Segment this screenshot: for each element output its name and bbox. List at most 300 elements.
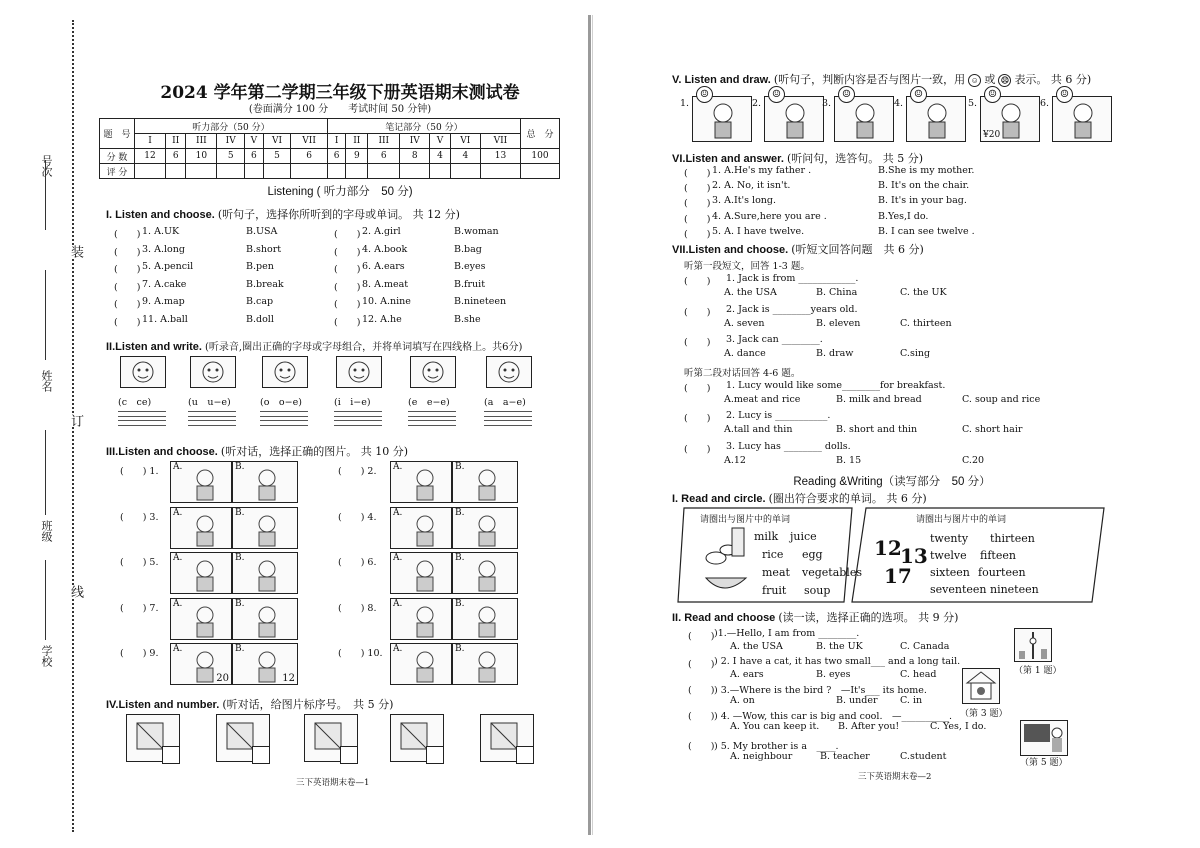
grade-cell[interactable] (327, 164, 345, 179)
option-a: 1. A.He's my father . (712, 165, 812, 176)
letter-option[interactable]: (a a−e) (484, 397, 526, 408)
picture-option-a[interactable] (170, 598, 232, 640)
picture-number: 3. (822, 98, 832, 109)
option-a: 2. A. No, it isn't. (712, 180, 791, 192)
picture-option-a[interactable] (390, 552, 452, 594)
section-5-title (672, 71, 1091, 87)
writing-line[interactable] (408, 425, 456, 426)
word-option[interactable]: fourteen (978, 566, 1026, 579)
answer-option[interactable]: B. After you! (838, 721, 900, 732)
label-number: 号次 (40, 155, 53, 177)
writing-line[interactable] (484, 420, 532, 421)
word-option[interactable]: fifteen (980, 549, 1016, 562)
picture-number: 1. (680, 98, 690, 109)
picture-option-a[interactable] (170, 507, 232, 549)
answer-option[interactable]: A. on (730, 695, 755, 706)
answer-bracket[interactable]: ( ) (334, 299, 361, 311)
answer-option[interactable]: A.12 (724, 455, 746, 466)
option-b: B. I can see twelve . (878, 225, 975, 237)
listening-header: 听力部分（50 分） (135, 119, 328, 134)
writing-line[interactable] (118, 411, 166, 412)
section-2-instructions: (听录音,圈出正确的字母或字母组合，并将单词填写在四线格上。共6分) (205, 342, 523, 353)
col-header: VI (263, 134, 291, 149)
section-5-heading: V. Listen and draw. (672, 74, 771, 86)
word-option[interactable]: vegetables (802, 566, 862, 579)
answer-option[interactable]: A. the USA (724, 287, 777, 298)
writing-header: 笔记部分（50 分） (327, 119, 520, 134)
option-b: B.eyes (454, 261, 486, 273)
cut-mark-zhuang: 装 (68, 245, 83, 258)
option-b: B.nineteen (454, 296, 507, 308)
option-b: B.bag (454, 243, 482, 255)
caption-q1: （第 1 题） (1014, 666, 1062, 676)
question-stem: ) 3.—Where is the bird ? —It's___ its home. (714, 685, 927, 696)
letter-option[interactable]: (c ce) (118, 397, 152, 408)
grade-cell[interactable] (400, 164, 430, 179)
picture-option-b[interactable] (232, 643, 298, 685)
answer-bracket[interactable]: ( ) (334, 281, 361, 293)
answer-bracket[interactable]: ( ) (688, 659, 715, 670)
col-header: IV (217, 134, 245, 149)
option-b: B.Yes,I do. (878, 210, 929, 222)
score-total: 100 (521, 149, 560, 164)
answer-bracket[interactable]: ( ) (684, 183, 711, 195)
grade-cell[interactable] (368, 164, 400, 179)
answer-bracket[interactable]: ( ) (688, 685, 715, 696)
question-stem: ) 5. My brother is a ____. (714, 741, 839, 752)
grandpa-picture[interactable] (906, 96, 966, 142)
option-a: 4. A.book (362, 243, 408, 255)
writing-line[interactable] (188, 411, 236, 412)
cake-picture (486, 356, 532, 388)
answer-option[interactable]: A.meat and rice (724, 394, 801, 405)
answer-bracket[interactable]: ( ) (114, 317, 141, 328)
answer-option[interactable]: B. China (816, 287, 858, 298)
answer-option[interactable]: C. in (900, 695, 923, 706)
answer-bracket[interactable]: ( ) (334, 246, 361, 258)
picture-option-a[interactable] (390, 461, 452, 503)
answer-option[interactable]: A. ears (730, 669, 764, 680)
answer-bracket[interactable]: ( ) (684, 413, 711, 424)
option-a: 10. A.nine (362, 296, 411, 308)
section-7-part-1: 听第一段短文，回答 1-3 题。 (684, 261, 810, 272)
writing-line[interactable] (260, 425, 308, 426)
answer-bracket[interactable]: ( ) 2. (338, 466, 377, 477)
number-box[interactable] (516, 746, 534, 764)
page-fold-shadow (592, 15, 593, 835)
face-answer-icon[interactable]: ☺ (984, 86, 1001, 103)
grade-cell[interactable] (166, 164, 186, 179)
section-3-heading: III.Listen and choose. (106, 446, 218, 458)
cut-mark-ding: 订 (68, 414, 83, 427)
sad-face-icon: ☹ (998, 74, 1011, 87)
score-cell: 5 (217, 149, 245, 164)
blank-class (45, 430, 46, 515)
section-5-instr-b: 或 (984, 73, 996, 86)
price-label: ¥20 (983, 130, 1001, 140)
answer-option[interactable]: C. soup and rice (962, 394, 1041, 405)
face-answer-icon[interactable]: ☺ (768, 86, 785, 103)
grade-cell[interactable] (450, 164, 480, 179)
answer-bracket[interactable]: ( ) (114, 229, 141, 240)
word-option[interactable]: milk (754, 530, 779, 543)
writing-line[interactable] (334, 420, 382, 421)
grade-cell[interactable] (480, 164, 520, 179)
question-stem: 3. Lucy has ________ dolls. (726, 441, 851, 452)
answer-option[interactable]: C. thirteen (900, 318, 952, 329)
answer-bracket[interactable]: ( ) 4. (338, 511, 377, 523)
score-table (99, 118, 560, 179)
writing-line[interactable] (334, 425, 382, 426)
word-option[interactable]: meat (762, 566, 790, 579)
answer-option[interactable]: A. the USA (730, 641, 783, 652)
option-b: B.short (246, 243, 282, 255)
picture-option-b[interactable] (452, 461, 518, 503)
birdhouse-picture (962, 668, 1000, 704)
picture-option-a[interactable] (170, 552, 232, 594)
picture-option-b[interactable] (452, 552, 518, 594)
score-cell: 8 (400, 149, 430, 164)
picture-option-b[interactable] (452, 643, 518, 685)
answer-bracket[interactable]: ( ) (684, 444, 711, 455)
answer-option[interactable]: A. neighbour (730, 751, 793, 762)
picture-option-a[interactable] (390, 598, 452, 640)
word-option[interactable]: soup (804, 584, 831, 597)
answer-option[interactable]: B. the UK (816, 641, 863, 652)
answer-bracket[interactable]: ( ) (334, 264, 361, 276)
answer-option[interactable]: C. Canada (900, 641, 950, 652)
answer-bracket[interactable]: ( ) (684, 383, 711, 394)
score-cell: 6 (245, 149, 264, 164)
answer-bracket[interactable]: ( ) (684, 307, 711, 318)
big-number: 13 (900, 544, 928, 568)
label-b: B. (455, 507, 465, 518)
grade-cell[interactable] (430, 164, 450, 179)
total-header: 总 分 (521, 119, 560, 149)
word-option[interactable]: egg (802, 548, 823, 561)
answer-option[interactable]: B. 15 (836, 455, 862, 466)
grade-cell[interactable] (521, 164, 560, 179)
writing-line[interactable] (334, 411, 382, 412)
page-1-footer: 三下英语期末卷—1 (296, 778, 370, 788)
option-a: 5. A.pencil (142, 261, 194, 273)
col-header: VI (450, 134, 480, 149)
question-stem: 2. Jack is ________years old. (726, 304, 858, 315)
section-7-title (672, 241, 924, 257)
answer-bracket[interactable]: ( ) 5. (120, 557, 159, 569)
answer-option[interactable]: B. draw (816, 348, 854, 359)
label-a: A. (393, 644, 403, 655)
col-header: I (327, 134, 345, 149)
section-1-title (106, 206, 460, 222)
face-answer-icon[interactable]: ☺ (1056, 86, 1073, 103)
answer-bracket[interactable]: ( ) (114, 299, 141, 311)
writing-line[interactable] (188, 416, 236, 417)
caption-q5: （第 5 题） (1020, 758, 1068, 768)
answer-option[interactable]: C.20 (962, 455, 985, 466)
option-a: 2. A.girl (362, 226, 401, 237)
word-option[interactable]: twelve (930, 549, 967, 562)
label-a: A. (393, 507, 403, 518)
grade-cell[interactable] (346, 164, 368, 179)
question-stem: 3. Jack can ________. (726, 334, 823, 345)
option-a: 8. A.meat (362, 278, 409, 290)
option-b: B.cap (246, 296, 274, 308)
picture-number: 2. (752, 98, 762, 109)
answer-bracket[interactable]: ( ) (114, 281, 141, 293)
grade-cell[interactable] (263, 164, 291, 179)
question-stem: ) 2. I have a cat, it has two small___ and a long tail. (714, 656, 961, 667)
writing-line[interactable] (188, 425, 236, 426)
woman-picture[interactable] (692, 96, 752, 142)
picture-option-a[interactable] (170, 461, 232, 503)
cut-mark-xian: 线 (68, 585, 83, 598)
answer-bracket[interactable]: ( ) (688, 631, 715, 642)
section-4-instructions: (听对话，给图片标序号。 共 5 分) (222, 698, 394, 711)
home-picture (262, 356, 308, 388)
answer-option[interactable]: B. milk and bread (836, 394, 922, 405)
answer-option[interactable]: C. short hair (962, 424, 1023, 435)
read-circle-right-head: 请圈出与图片中的单词 (916, 515, 1007, 525)
answer-bracket[interactable]: ( ) (114, 246, 141, 258)
answer-bracket[interactable]: ( ) (334, 317, 361, 328)
label-a: A. (173, 644, 183, 655)
score-cell: 6 (166, 149, 186, 164)
col-header: V (430, 134, 450, 149)
read-circle-left-head: 请圈出与图片中的单词 (700, 515, 791, 525)
reading-1-heading: I. Read and circle. (672, 493, 766, 505)
option-b: B. It's in your bag. (878, 195, 967, 207)
pencil-box-picture[interactable] (1052, 96, 1112, 142)
answer-option[interactable]: C.sing (900, 348, 931, 359)
section-6-heading: VI.Listen and answer. (672, 153, 784, 165)
answer-bracket[interactable]: ( ) 9. (120, 648, 159, 660)
writing-line[interactable] (260, 420, 308, 421)
answer-bracket[interactable]: ( ) (114, 264, 141, 276)
word-option[interactable]: thirteen (990, 532, 1035, 545)
writing-line[interactable] (118, 416, 166, 417)
number-box[interactable] (252, 746, 270, 764)
answer-bracket[interactable]: ( ) (688, 711, 715, 722)
label-b: B. (235, 644, 245, 655)
answer-option[interactable]: B. under (836, 695, 878, 706)
picture-option-a[interactable] (390, 643, 452, 685)
section-7-part-2: 听第二段对话回答 4-6 题。 (684, 368, 801, 379)
grade-cell[interactable] (245, 164, 264, 179)
kids-picture (410, 356, 456, 388)
big-number: 17 (884, 564, 912, 588)
writing-line[interactable] (408, 420, 456, 421)
answer-option[interactable]: C. the UK (900, 287, 947, 298)
label-a: A. (393, 553, 403, 564)
option-b: B.doll (246, 314, 274, 325)
writing-line[interactable] (260, 411, 308, 412)
section-7-instructions: (听短文回答问题 共 6 分) (791, 243, 924, 256)
letter-option[interactable]: (e e−e) (408, 397, 450, 408)
score-label: 分 数 (100, 149, 135, 164)
reading-2-heading: II. Read and choose (672, 612, 776, 624)
reading-2-title (672, 609, 958, 625)
row-label: 题 号 (100, 119, 135, 149)
answer-bracket[interactable]: ( ) (684, 228, 711, 240)
exam-title: 2024 学年第二学期三年级下册英语期末测试卷 (160, 83, 520, 103)
answer-option[interactable]: A. dance (724, 348, 766, 359)
picture-option-b[interactable] (232, 598, 298, 640)
label-a: A. (173, 507, 183, 518)
answer-option[interactable]: C.student (900, 751, 947, 762)
answer-bracket[interactable]: ( ) (688, 741, 715, 752)
option-a: 4. A.Sure,here you are . (712, 210, 827, 222)
col-header: V (245, 134, 264, 149)
score-cell: 6 (291, 149, 328, 164)
writing-line[interactable] (118, 420, 166, 421)
label-b: B. (455, 462, 465, 472)
picture-option-b[interactable] (232, 507, 298, 549)
answer-bracket[interactable]: ( ) 7. (120, 602, 159, 614)
score-cell: 13 (480, 149, 520, 164)
word-option[interactable]: juice (790, 530, 817, 543)
section-1-heading: I. Listen and choose. (106, 209, 215, 221)
writing-line[interactable] (484, 411, 532, 412)
grade-cell[interactable] (217, 164, 245, 179)
blank-school (45, 560, 46, 640)
answer-bracket[interactable]: ( ) 10. (338, 648, 383, 660)
answer-bracket[interactable]: ( ) (684, 168, 711, 179)
answer-bracket[interactable]: ( ) (684, 198, 711, 210)
writing-line[interactable] (484, 425, 532, 426)
answer-bracket[interactable]: ( ) 1. (120, 466, 159, 477)
picture-option-b[interactable] (232, 461, 298, 503)
answer-option[interactable]: C. Yes, I do. (930, 721, 987, 732)
number-12: 12 (282, 673, 295, 685)
face-answer-icon[interactable]: ☺ (910, 86, 927, 103)
question-stem: ) 4. —Wow, this car is big and cool. —__________. (714, 711, 952, 722)
word-option[interactable]: seventeen nineteen (930, 583, 1039, 596)
number-box[interactable] (426, 746, 444, 764)
answer-bracket[interactable]: ( ) (684, 276, 711, 287)
face-answer-icon[interactable]: ☺ (838, 86, 855, 103)
grade-cell[interactable] (135, 164, 166, 179)
option-a: 1. A.UK (142, 226, 180, 237)
word-option[interactable]: rice (762, 548, 784, 561)
col-header: VII (480, 134, 520, 149)
option-a: 3. A.It's long. (712, 195, 777, 207)
section-3-instructions: (听对话，选择正确的图片。 共 10 分) (220, 445, 408, 458)
section-6-instructions: (听问句，选答句。 共 5 分) (786, 152, 924, 165)
option-b: B.She is my mother. (878, 165, 975, 176)
letter-option[interactable]: (o o−e) (260, 397, 302, 408)
question-stem: 2. Lucy is ___________. (726, 410, 831, 421)
writing-line[interactable] (188, 420, 236, 421)
blank-number (45, 160, 46, 230)
writing-line[interactable] (118, 425, 166, 426)
picture-option-b[interactable] (452, 507, 518, 549)
bike-picture (336, 356, 382, 388)
answer-bracket[interactable]: ( ) 8. (338, 602, 377, 614)
score-cell: 4 (430, 149, 450, 164)
answer-bracket[interactable]: ( ) 6. (338, 557, 377, 569)
word-option[interactable]: fruit (762, 584, 787, 597)
section-2-title (106, 338, 522, 353)
label-b: B. (455, 553, 465, 564)
col-header: I (135, 134, 166, 149)
answer-bracket[interactable]: ( ) (684, 337, 711, 348)
number-20: 20 (216, 673, 229, 685)
label-school: 学校 (40, 645, 53, 667)
picture-option-b[interactable] (232, 552, 298, 594)
answer-option[interactable]: A. You can keep it. (730, 721, 820, 732)
answer-option[interactable]: A. seven (724, 318, 765, 329)
smile-face-icon: ☺ (968, 74, 981, 87)
answer-option[interactable]: B. short and thin (836, 424, 918, 435)
writing-line[interactable] (484, 416, 532, 417)
caption-q3: （第 3 题） (960, 709, 1008, 719)
score-cell: 6 (327, 149, 345, 164)
option-a: 12. A.he (362, 314, 402, 325)
answer-bracket[interactable]: ( ) (334, 229, 361, 240)
option-a: 11. A.ball (142, 314, 188, 325)
kids-playing-picture[interactable] (834, 96, 894, 142)
answer-option[interactable]: B. eyes (816, 669, 851, 680)
section-4-heading: IV.Listen and number. (106, 699, 220, 711)
answer-option[interactable]: A.tall and thin (724, 424, 793, 435)
boy-picture[interactable] (764, 96, 824, 142)
section-6-title (672, 150, 923, 166)
option-a: 3. A.long (142, 243, 185, 255)
writing-line[interactable] (408, 411, 456, 412)
number-box[interactable] (162, 746, 180, 764)
word-option[interactable]: twenty (930, 532, 969, 545)
writing-line[interactable] (408, 416, 456, 417)
option-b: B.break (246, 278, 284, 290)
letter-option[interactable]: (u u−e) (188, 397, 231, 408)
option-b: B.USA (246, 226, 278, 237)
score-cell: 9 (346, 149, 368, 164)
grade-cell[interactable] (186, 164, 217, 179)
page-2-footer: 三下英语期末卷—2 (858, 772, 932, 782)
picture-number: 5. (968, 98, 978, 109)
number-box[interactable] (340, 746, 358, 764)
picture-option-b[interactable] (452, 598, 518, 640)
page-fold (588, 15, 591, 835)
reading-1-instructions: (圈出符合要求的单词。 共 6 分) (768, 492, 927, 505)
answer-option[interactable]: B. eleven (816, 318, 861, 329)
writing-line[interactable] (334, 416, 382, 417)
face-answer-icon[interactable]: ☺ (696, 86, 713, 103)
col-header: II (346, 134, 368, 149)
grade-cell[interactable] (291, 164, 328, 179)
exam-subtitle: (卷面满分 100 分 考试时间 50 分钟) (248, 104, 432, 115)
label-b: B. (235, 553, 245, 564)
reading-1-title (672, 490, 927, 506)
section-1-instructions: (听句子，选择你所听到的字母或单词。 共 12 分) (217, 208, 460, 221)
section-5-instr-c: 表示。 共 6 分) (1014, 73, 1092, 86)
word-option[interactable]: sixteen (930, 566, 970, 579)
answer-option[interactable]: C. head (900, 669, 937, 680)
picture-option-a[interactable] (170, 643, 232, 685)
reading-2-instructions: (读一读，选择正确的选项。 共 9 分) (778, 611, 959, 624)
option-a: 6. A.ears (362, 261, 405, 273)
answer-option[interactable]: B. teacher (820, 751, 870, 762)
letter-option[interactable]: (i i−e) (334, 397, 371, 408)
answer-bracket[interactable]: ( ) (684, 213, 711, 225)
bread-picture[interactable] (980, 96, 1040, 142)
answer-bracket[interactable]: ( ) 3. (120, 511, 159, 523)
writing-line[interactable] (260, 416, 308, 417)
cute-picture (190, 356, 236, 388)
label-a: A. (393, 598, 403, 609)
picture-option-a[interactable] (390, 507, 452, 549)
